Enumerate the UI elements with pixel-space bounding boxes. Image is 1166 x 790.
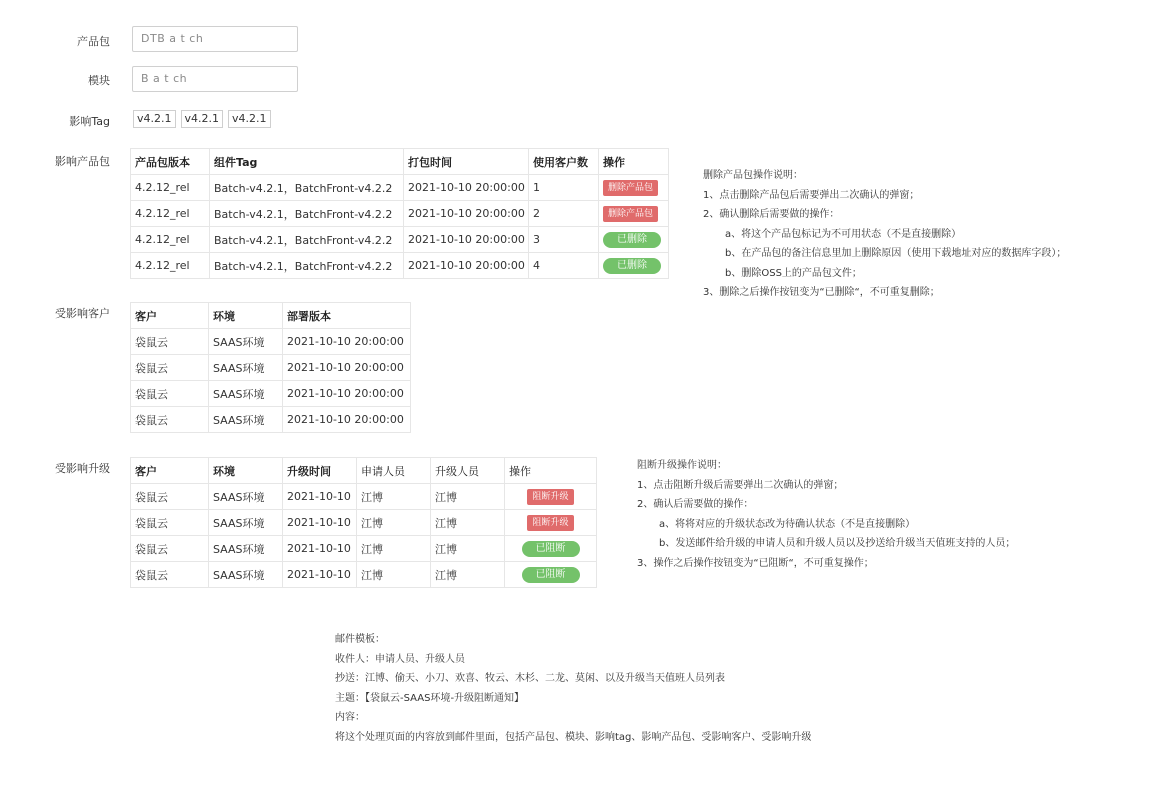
col-header: 组件Tag [210, 149, 404, 175]
action-cell [505, 562, 597, 588]
col-header: 升级时间 [283, 458, 357, 484]
table-header-row [131, 149, 669, 175]
product-input[interactable]: DTB a t ch [132, 26, 298, 52]
applicant: 江博 [357, 536, 431, 562]
tag-item: v4.2.1 [181, 110, 224, 128]
note-line: a、将将对应的升级状态改为待确认状态（不是直接删除） [659, 518, 916, 530]
block-upgrade-button[interactable]: 阻断升级 [527, 489, 573, 505]
deleted-status-button[interactable]: 已删除 [603, 258, 661, 274]
customer-env: SAAS环境 [209, 536, 283, 562]
note-line: a、将这个产品包标记为不可用状态（不是直接删除） [725, 228, 962, 240]
upgrade-time: 2021-10-10 [283, 510, 357, 536]
table-row [131, 562, 597, 588]
mail-line: 内容： [335, 712, 365, 723]
note-line: 1、点击删除产品包后需要弹出二次确认的弹窗； [703, 189, 920, 201]
col-header: 部署版本 [283, 303, 411, 329]
pkg-tag: Batch-v4.2.1，BatchFront-v4.2.2 [210, 227, 404, 253]
mail-line: 主题：【袋鼠云-SAAS环境-升级阻断通知】 [335, 692, 525, 704]
action-cell [505, 536, 597, 562]
mail-template [335, 630, 811, 747]
pkg-time: 2021-10-10 20:00:00 [404, 253, 529, 279]
note-line: b、删除OSS上的产品包文件； [725, 267, 862, 279]
applicant: 江博 [357, 562, 431, 588]
customer-env: SAAS环境 [209, 510, 283, 536]
note-line: 3、删除之后操作按钮变为“已删除“，不可重复删除； [703, 287, 940, 298]
upgrader: 江博 [431, 536, 505, 562]
upgrade-time: 2021-10-10 [283, 562, 357, 588]
action-cell [599, 253, 669, 279]
col-header: 客户 [131, 303, 209, 329]
pkg-note [703, 166, 1066, 303]
note-line: b、发送邮件给升级的申请人员和升级人员以及抄送给升级当天值班支持的人员； [659, 538, 1016, 549]
note-line: 1、点击阻断升级后需要弹出二次确认的弹窗； [637, 479, 844, 491]
action-cell [505, 510, 597, 536]
pkg-count: 3 [529, 227, 599, 253]
blocked-status-button[interactable]: 已阻断 [522, 541, 580, 557]
table-header-row [131, 303, 411, 329]
table-row [131, 381, 411, 407]
upgrade-time: 2021-10-10 [283, 536, 357, 562]
table-row [131, 355, 411, 381]
col-header: 操作 [599, 149, 669, 175]
upg-section-label: 受影响升级 [55, 462, 110, 475]
col-header: 使用客户数 [529, 149, 599, 175]
action-cell [505, 484, 597, 510]
table-header-row [131, 458, 597, 484]
mail-line: 收件人：申请人员、升级人员 [335, 653, 465, 665]
pkg-time: 2021-10-10 20:00:00 [404, 201, 529, 227]
pkg-count: 2 [529, 201, 599, 227]
blocked-status-button[interactable]: 已阻断 [522, 567, 580, 583]
customer-env: SAAS环境 [209, 562, 283, 588]
tag-list [133, 110, 271, 128]
product-label: 产品包 [77, 35, 110, 48]
pkg-version: 4.2.12_rel [131, 201, 210, 227]
delete-package-button[interactable]: 删除产品包 [603, 206, 658, 222]
tag-item: v4.2.1 [133, 110, 176, 128]
note-line: 2、确认删除后需要做的操作： [703, 209, 840, 220]
cust-section-label: 受影响客户 [55, 307, 110, 320]
note-line: 阻断升级操作说明： [637, 460, 727, 471]
pkg-tag: Batch-v4.2.1，BatchFront-v4.2.2 [210, 253, 404, 279]
upgrade-time: 2021-10-10 [283, 484, 357, 510]
tag-item: v4.2.1 [228, 110, 271, 128]
table-row [131, 201, 669, 227]
col-header: 升级人员 [431, 458, 505, 484]
pkg-section-label: 影响产品包 [55, 155, 110, 168]
table-row [131, 175, 669, 201]
pkg-time: 2021-10-10 20:00:00 [404, 175, 529, 201]
pkg-count: 4 [529, 253, 599, 279]
table-row [131, 253, 669, 279]
customer-env: SAAS环境 [209, 355, 283, 381]
customer-env: SAAS环境 [209, 484, 283, 510]
action-cell [599, 201, 669, 227]
customer-env: SAAS环境 [209, 407, 283, 433]
customer-name: 袋鼠云 [131, 562, 209, 588]
col-header: 环境 [209, 458, 283, 484]
customer-name: 袋鼠云 [131, 510, 209, 536]
applicant: 江博 [357, 510, 431, 536]
deploy-version: 2021-10-10 20:00:00 [283, 381, 411, 407]
upg-note [637, 456, 1015, 573]
customer-name: 袋鼠云 [131, 355, 209, 381]
applicant: 江博 [357, 484, 431, 510]
mail-line: 将这个处理页面的内容放到邮件里面，包括产品包、模块、影响tag、影响产品包、受影响客户、受影响升级 [335, 731, 812, 743]
customer-name: 袋鼠云 [131, 407, 209, 433]
table-row [131, 536, 597, 562]
deploy-version: 2021-10-10 20:00:00 [283, 329, 411, 355]
col-header: 产品包版本 [131, 149, 210, 175]
pkg-count: 1 [529, 175, 599, 201]
customer-env: SAAS环境 [209, 381, 283, 407]
col-header: 打包时间 [404, 149, 529, 175]
pkg-tag: Batch-v4.2.1，BatchFront-v4.2.2 [210, 201, 404, 227]
pkg-version: 4.2.12_rel [131, 253, 210, 279]
mail-line: 抄送：江博、偷天、小刀、欢喜、牧云、木杉、二龙、莫闲、以及升级当天值班人员列表 [335, 673, 725, 684]
deleted-status-button[interactable]: 已删除 [603, 232, 661, 248]
col-header: 操作 [505, 458, 597, 484]
pkg-table [130, 148, 669, 279]
deploy-version: 2021-10-10 20:00:00 [283, 407, 411, 433]
upgrader: 江博 [431, 510, 505, 536]
pkg-time: 2021-10-10 20:00:00 [404, 227, 529, 253]
deploy-version: 2021-10-10 20:00:00 [283, 355, 411, 381]
table-row [131, 407, 411, 433]
cust-table [130, 302, 411, 433]
customer-env: SAAS环境 [209, 329, 283, 355]
col-header: 申请人员 [357, 458, 431, 484]
action-cell [599, 227, 669, 253]
table-row [131, 510, 597, 536]
customer-name: 袋鼠云 [131, 484, 209, 510]
tag-label: 影响Tag [69, 115, 110, 128]
col-header: 环境 [209, 303, 283, 329]
pkg-tag: Batch-v4.2.1，BatchFront-v4.2.2 [210, 175, 404, 201]
pkg-version: 4.2.12_rel [131, 227, 210, 253]
action-cell [599, 175, 669, 201]
module-label: 模块 [88, 74, 110, 87]
mail-line: 邮件模板： [335, 634, 385, 645]
upgrader: 江博 [431, 484, 505, 510]
upgrader: 江博 [431, 562, 505, 588]
delete-package-button[interactable]: 删除产品包 [603, 180, 658, 196]
note-line: 3、操作之后操作按钮变为“已阻断“，不可重复操作； [637, 557, 874, 569]
table-row [131, 484, 597, 510]
table-row [131, 329, 411, 355]
col-header: 客户 [131, 458, 209, 484]
module-input[interactable]: B a t ch [132, 66, 298, 92]
note-line: 2、确认后需要做的操作： [637, 499, 754, 510]
block-upgrade-button[interactable]: 阻断升级 [527, 515, 573, 531]
upg-table [130, 457, 597, 588]
customer-name: 袋鼠云 [131, 381, 209, 407]
note-line: b、在产品包的备注信息里加上删除原因（使用下载地址对应的数据库字段）； [725, 248, 1067, 259]
customer-name: 袋鼠云 [131, 329, 209, 355]
pkg-version: 4.2.12_rel [131, 175, 210, 201]
customer-name: 袋鼠云 [131, 536, 209, 562]
table-row [131, 227, 669, 253]
note-line: 删除产品包操作说明： [703, 170, 803, 181]
